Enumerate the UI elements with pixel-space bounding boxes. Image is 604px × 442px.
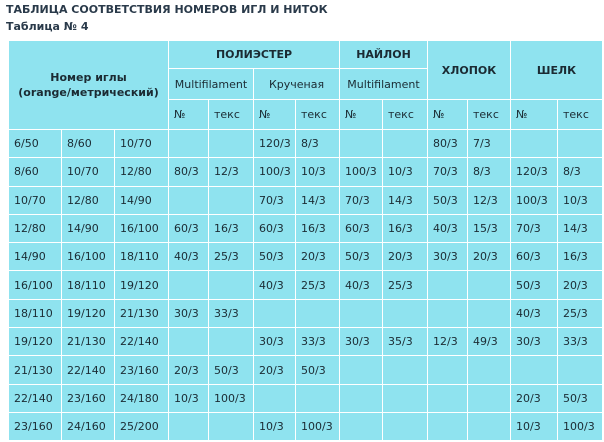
- cell-nylon-tex: 20/3: [383, 243, 428, 271]
- cell-nylon-tex: [383, 356, 428, 384]
- cell-silk-tex: 16/3: [558, 243, 603, 271]
- cell-silk-no: 70/3: [511, 214, 558, 242]
- col-header-tex: текс: [468, 100, 511, 130]
- cell-poly-multi-no: 30/3: [169, 299, 209, 327]
- table-row: [9, 243, 603, 271]
- cell-cotton-no: 70/3: [428, 158, 468, 186]
- col-header-no: №: [428, 100, 468, 130]
- cell-poly-twisted-no: 70/3: [254, 186, 296, 214]
- cell-orange-2: 10/70: [62, 158, 115, 186]
- cell-orange-2: 14/90: [62, 214, 115, 242]
- cell-poly-twisted-no: 10/3: [254, 412, 296, 440]
- cell-nylon-no: 50/3: [340, 243, 383, 271]
- cell-poly-twisted-no: 20/3: [254, 356, 296, 384]
- cell-orange-1: 19/120: [9, 328, 62, 356]
- cell-poly-multi-tex: 50/3: [209, 356, 254, 384]
- nylon-header: НАЙЛОН: [340, 41, 428, 69]
- cell-poly-multi-tex: [209, 186, 254, 214]
- cell-orange-2: 18/110: [62, 271, 115, 299]
- cell-orange-1: 22/140: [9, 384, 62, 412]
- cell-metric: 10/70: [115, 130, 169, 158]
- cell-poly-multi-no: 80/3: [169, 158, 209, 186]
- cell-orange-1: 6/50: [9, 130, 62, 158]
- cell-poly-twisted-no: 60/3: [254, 214, 296, 242]
- cell-cotton-tex: [468, 356, 511, 384]
- cell-orange-1: 23/160: [9, 412, 62, 440]
- table-caption: Таблица № 4: [6, 20, 89, 33]
- cell-cotton-tex: [468, 384, 511, 412]
- cell-silk-tex: 25/3: [558, 299, 603, 327]
- cell-nylon-tex: [383, 130, 428, 158]
- table-row: [9, 130, 603, 158]
- cell-cotton-no: [428, 412, 468, 440]
- cell-nylon-tex: [383, 299, 428, 327]
- cell-cotton-tex: 8/3: [468, 158, 511, 186]
- cell-nylon-no: [340, 356, 383, 384]
- cell-nylon-tex: 10/3: [383, 158, 428, 186]
- cell-nylon-tex: 25/3: [383, 271, 428, 299]
- cell-orange-2: 19/120: [62, 299, 115, 327]
- nylon-multifilament-header: Multifilament: [340, 69, 428, 100]
- cell-nylon-no: [340, 384, 383, 412]
- cell-poly-multi-no: [169, 130, 209, 158]
- cell-poly-twisted-no: 120/3: [254, 130, 296, 158]
- col-header-no: №: [340, 100, 383, 130]
- cell-nylon-no: [340, 412, 383, 440]
- cell-poly-multi-no: 40/3: [169, 243, 209, 271]
- col-header-tex: текс: [209, 100, 254, 130]
- cell-poly-twisted-no: 50/3: [254, 243, 296, 271]
- cell-silk-tex: 14/3: [558, 214, 603, 242]
- cell-nylon-tex: 14/3: [383, 186, 428, 214]
- table-row: [9, 271, 603, 299]
- cell-poly-multi-no: [169, 328, 209, 356]
- cell-poly-twisted-tex: 100/3: [296, 412, 340, 440]
- cell-metric: 14/90: [115, 186, 169, 214]
- cell-cotton-tex: 15/3: [468, 214, 511, 242]
- cell-poly-twisted-no: 40/3: [254, 271, 296, 299]
- cell-metric: 24/180: [115, 384, 169, 412]
- cell-poly-multi-no: 20/3: [169, 356, 209, 384]
- cell-poly-twisted-tex: 10/3: [296, 158, 340, 186]
- cell-poly-multi-tex: 33/3: [209, 299, 254, 327]
- cell-silk-tex: [558, 130, 603, 158]
- cell-silk-no: 20/3: [511, 384, 558, 412]
- cell-poly-multi-tex: 16/3: [209, 214, 254, 242]
- cell-nylon-tex: 16/3: [383, 214, 428, 242]
- table-row: [9, 384, 603, 412]
- silk-header: ШЕЛК: [511, 41, 603, 100]
- cell-orange-1: 21/130: [9, 356, 62, 384]
- cell-silk-no: 30/3: [511, 328, 558, 356]
- cell-poly-twisted-tex: [296, 384, 340, 412]
- cell-silk-no: 10/3: [511, 412, 558, 440]
- cell-orange-2: 23/160: [62, 384, 115, 412]
- cell-silk-tex: 33/3: [558, 328, 603, 356]
- cell-cotton-tex: 49/3: [468, 328, 511, 356]
- cell-cotton-tex: 20/3: [468, 243, 511, 271]
- cell-poly-twisted-no: [254, 299, 296, 327]
- cell-silk-tex: 50/3: [558, 384, 603, 412]
- needle-thread-table: [8, 40, 603, 441]
- cell-metric: 12/80: [115, 158, 169, 186]
- cell-nylon-no: 40/3: [340, 271, 383, 299]
- cell-nylon-tex: 35/3: [383, 328, 428, 356]
- cell-orange-1: 12/80: [9, 214, 62, 242]
- cell-poly-twisted-tex: 16/3: [296, 214, 340, 242]
- cell-poly-multi-tex: [209, 328, 254, 356]
- needle-number-label: Номер иглы (orange/метрический): [18, 71, 159, 99]
- cell-poly-multi-tex: 25/3: [209, 243, 254, 271]
- cell-nylon-no: 70/3: [340, 186, 383, 214]
- polyester-twisted-header: Крученая: [254, 69, 340, 100]
- cell-poly-twisted-tex: 33/3: [296, 328, 340, 356]
- cell-silk-no: [511, 356, 558, 384]
- table-row: [9, 299, 603, 327]
- cell-silk-tex: 100/3: [558, 412, 603, 440]
- cell-cotton-no: [428, 271, 468, 299]
- cell-cotton-no: 12/3: [428, 328, 468, 356]
- cell-orange-2: 16/100: [62, 243, 115, 271]
- cell-cotton-no: 50/3: [428, 186, 468, 214]
- polyester-header: ПОЛИЭСТЕР: [169, 41, 340, 69]
- cell-cotton-tex: 7/3: [468, 130, 511, 158]
- cell-silk-no: 50/3: [511, 271, 558, 299]
- table-row: [9, 158, 603, 186]
- cell-poly-multi-tex: [209, 271, 254, 299]
- cell-poly-multi-tex: [209, 130, 254, 158]
- cell-orange-1: 10/70: [9, 186, 62, 214]
- cell-orange-1: 14/90: [9, 243, 62, 271]
- col-header-no: №: [254, 100, 296, 130]
- cell-cotton-tex: [468, 299, 511, 327]
- cell-orange-2: 22/140: [62, 356, 115, 384]
- cell-nylon-no: [340, 130, 383, 158]
- cell-cotton-no: 40/3: [428, 214, 468, 242]
- cell-poly-twisted-no: 30/3: [254, 328, 296, 356]
- cell-poly-multi-tex: 12/3: [209, 158, 254, 186]
- table-body: [9, 130, 603, 441]
- cell-orange-2: 24/160: [62, 412, 115, 440]
- table-row: [9, 328, 603, 356]
- cell-poly-multi-no: [169, 186, 209, 214]
- cell-poly-multi-no: [169, 271, 209, 299]
- cell-poly-twisted-tex: 50/3: [296, 356, 340, 384]
- cell-silk-tex: 8/3: [558, 158, 603, 186]
- table-row: [9, 356, 603, 384]
- cell-silk-tex: 20/3: [558, 271, 603, 299]
- cell-silk-no: [511, 130, 558, 158]
- cell-nylon-no: [340, 299, 383, 327]
- col-header-tex: текс: [296, 100, 340, 130]
- cell-metric: 18/110: [115, 243, 169, 271]
- cell-poly-multi-tex: 100/3: [209, 384, 254, 412]
- cell-cotton-tex: 12/3: [468, 186, 511, 214]
- cell-cotton-tex: [468, 412, 511, 440]
- cell-silk-no: 120/3: [511, 158, 558, 186]
- col-header-no: №: [511, 100, 558, 130]
- cell-orange-2: 21/130: [62, 328, 115, 356]
- cell-orange-1: 16/100: [9, 271, 62, 299]
- cell-poly-multi-tex: [209, 412, 254, 440]
- cell-silk-no: 100/3: [511, 186, 558, 214]
- cell-orange-2: 8/60: [62, 130, 115, 158]
- cell-poly-twisted-tex: 20/3: [296, 243, 340, 271]
- cell-nylon-tex: [383, 384, 428, 412]
- cell-poly-multi-no: 60/3: [169, 214, 209, 242]
- cell-cotton-no: 30/3: [428, 243, 468, 271]
- col-header-tex: текс: [558, 100, 603, 130]
- cotton-header: ХЛОПОК: [428, 41, 511, 100]
- cell-cotton-no: [428, 299, 468, 327]
- cell-cotton-tex: [468, 271, 511, 299]
- cell-nylon-tex: [383, 412, 428, 440]
- table-row: [9, 186, 603, 214]
- col-header-no: №: [169, 100, 209, 130]
- cell-poly-twisted-tex: 14/3: [296, 186, 340, 214]
- page-title: ТАБЛИЦА СООТВЕТСТВИЯ НОМЕРОВ ИГЛ И НИТОК: [6, 3, 328, 16]
- cell-metric: 22/140: [115, 328, 169, 356]
- cell-orange-2: 12/80: [62, 186, 115, 214]
- cell-poly-twisted-no: [254, 384, 296, 412]
- cell-poly-multi-no: 10/3: [169, 384, 209, 412]
- cell-cotton-no: [428, 356, 468, 384]
- cell-poly-multi-no: [169, 412, 209, 440]
- cell-orange-1: 8/60: [9, 158, 62, 186]
- cell-metric: 25/200: [115, 412, 169, 440]
- cell-poly-twisted-tex: 25/3: [296, 271, 340, 299]
- cell-nylon-no: 30/3: [340, 328, 383, 356]
- cell-nylon-no: 100/3: [340, 158, 383, 186]
- cell-poly-twisted-tex: [296, 299, 340, 327]
- cell-silk-no: 40/3: [511, 299, 558, 327]
- cell-metric: 19/120: [115, 271, 169, 299]
- cell-metric: 21/130: [115, 299, 169, 327]
- cell-cotton-no: [428, 384, 468, 412]
- cell-silk-tex: [558, 356, 603, 384]
- cell-silk-tex: 10/3: [558, 186, 603, 214]
- table-row: [9, 214, 603, 242]
- cell-nylon-no: 60/3: [340, 214, 383, 242]
- polyester-multifilament-header: Multifilament: [169, 69, 254, 100]
- cell-poly-twisted-no: 100/3: [254, 158, 296, 186]
- col-header-tex: текс: [383, 100, 428, 130]
- cell-silk-no: 60/3: [511, 243, 558, 271]
- cell-cotton-no: 80/3: [428, 130, 468, 158]
- needle-number-header: [9, 41, 169, 130]
- cell-metric: 23/160: [115, 356, 169, 384]
- cell-orange-1: 18/110: [9, 299, 62, 327]
- cell-poly-twisted-tex: 8/3: [296, 130, 340, 158]
- table-row: [9, 412, 603, 440]
- cell-metric: 16/100: [115, 214, 169, 242]
